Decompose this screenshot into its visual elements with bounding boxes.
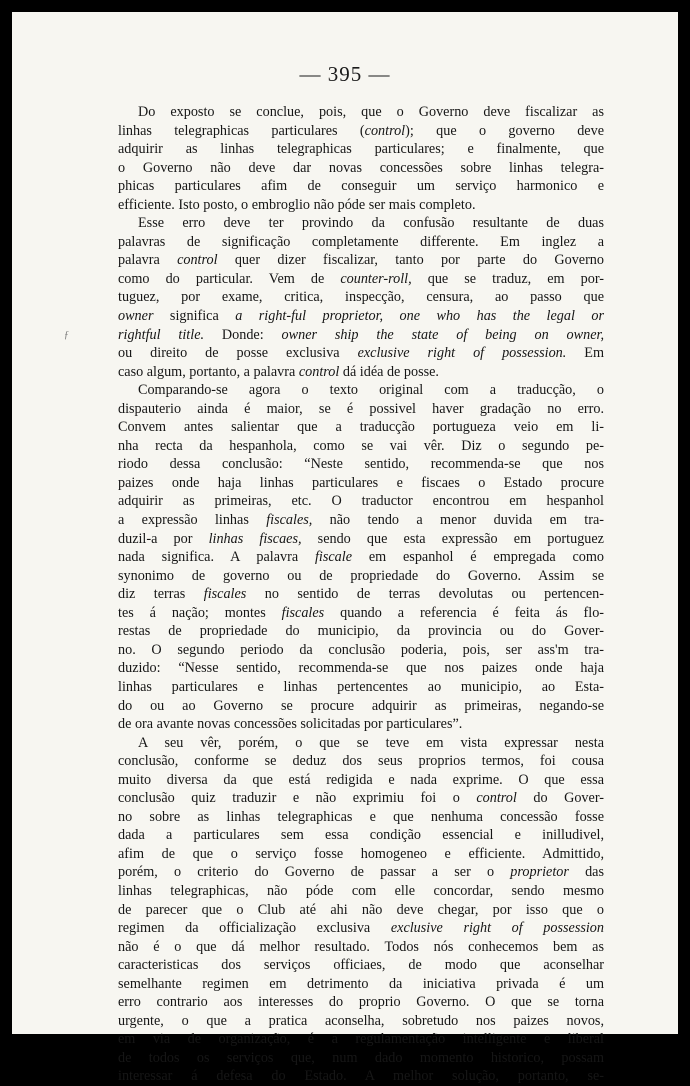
text-span: tuguez, por exame, critica, inspecção, censura, ao passo que [118, 289, 604, 306]
text-span: em espanhol é empregada como [352, 549, 604, 566]
text-span: no sobre as linhas telegraphicas e que nenhuma concessão fosse [118, 808, 604, 825]
italic-text: fiscales, [266, 512, 313, 529]
text-span: efficiente. Isto posto, o embroglio não póde ser mais completo. [118, 196, 476, 213]
text-line [118, 1030, 604, 1049]
text-span: de ora avante novas concessões solicitadas por particulares”. [118, 716, 463, 733]
text-line [118, 177, 604, 196]
text-line [118, 678, 604, 697]
text-line [118, 938, 604, 957]
text-span: restas de propriedade do municipio, da provincia ou do Gover- [118, 623, 604, 640]
text-span: Convem antes salientar que a traducção portugueza veio em li- [118, 419, 604, 436]
text-span: quer dizer fiscalizar, tanto por parte do Governo [217, 252, 604, 269]
text-line [118, 122, 604, 141]
text-line [118, 418, 604, 437]
text-span: Comparando-se agora o texto original com a traducção, o [138, 382, 604, 399]
text-span: A seu vêr, porém, o que se teve em vista expressar nesta [138, 734, 604, 751]
text-line [118, 604, 604, 623]
text-span: palavras de significação completamente differente. Em inglez a [118, 233, 604, 250]
text-span: linhas telegraphicas, não póde com elle concordar, sendo mesmo [118, 882, 604, 899]
text-line [118, 641, 604, 660]
text-span: de todos os serviços que, num dado momento historico, possam [118, 1049, 604, 1066]
text-line [118, 771, 604, 790]
text-line [118, 326, 604, 345]
italic-text: exclusive right of possession. [357, 345, 567, 362]
italic-text: fiscales [281, 604, 325, 621]
text-span: caso algum, portanto, a palavra [118, 363, 299, 380]
text-line [118, 1012, 604, 1031]
text-span: erro contrario aos interesses do proprio Governo. O que se torna [118, 994, 604, 1011]
margin-mark: ƒ [64, 330, 69, 341]
text-span: Em [566, 345, 604, 362]
text-line [118, 734, 604, 753]
text-line [118, 400, 604, 419]
text-span: significa [153, 308, 236, 325]
body-text [118, 103, 604, 1086]
text-line [118, 585, 604, 604]
text-span: no. O segundo periodo da conclusão poderia, pois, ser ass'm tra- [118, 641, 604, 658]
text-span: adquirir as linhas telegraphicas particulares; e finalmente, que [118, 141, 604, 158]
text-line [118, 455, 604, 474]
text-span: dispauterio ainda é maior, se é possivel haver gradação no erro. [118, 400, 604, 417]
text-span: quando a referencia é feita ás flo- [324, 604, 605, 621]
text-span: urgente, o que a pratica aconselha, sobretudo nos paizes novos, [118, 1012, 604, 1029]
text-line [118, 159, 604, 178]
italic-text: rightful title. [118, 326, 205, 343]
text-span: afim de que o serviço fosse homogeneo e efficiente. Admittido, [118, 845, 604, 862]
text-line [118, 381, 604, 400]
text-line [118, 530, 604, 549]
text-line [118, 752, 604, 771]
text-line [118, 307, 604, 326]
text-span: interessar á defesa do Estado. A melhor solução, portanto, se- [118, 1068, 604, 1085]
text-line [118, 863, 604, 882]
text-span: dada a particulares sem essa condição essencial e inilludivel, [118, 827, 604, 844]
text-line [118, 901, 604, 920]
text-line [118, 622, 604, 641]
text-span: que se traduz, em por- [411, 270, 605, 287]
text-span: duzido: “Nesse sentido, recommenda-se que nos paizes onde haja [118, 660, 604, 677]
text-line [118, 789, 604, 808]
text-span: nada significa. A palavra [118, 549, 315, 566]
text-line [118, 567, 604, 586]
text-span: muito diversa da que está redigida e nada exprime. O que essa [118, 771, 604, 788]
text-span: caracteristicas dos serviços officiaes, de modo que aconselhar [118, 957, 604, 974]
text-span: a expressão linhas [118, 512, 267, 529]
text-span: não tendo a menor duvida em tra- [312, 512, 604, 529]
text-line [118, 214, 604, 233]
text-span: regimen da officialização exclusiva [118, 920, 391, 937]
text-line [118, 919, 604, 938]
text-span: conclusão quiz traduzir e não exprimiu foi o [118, 790, 477, 807]
text-span: ); que o governo deve [405, 122, 604, 139]
italic-text: fiscales [203, 586, 247, 603]
text-line [118, 363, 604, 382]
text-line [118, 511, 604, 530]
text-span: no sentido de terras devolutas ou pertencen- [246, 586, 604, 603]
text-span: das [568, 864, 604, 881]
text-line [118, 993, 604, 1012]
text-span: o Governo não deve dar novas concessões sobre linhas telegra- [118, 159, 604, 176]
text-line [118, 845, 604, 864]
text-span: conclusão, conforme se deduz dos seus proprios termos, foi cousa [118, 753, 604, 770]
italic-text: owner ship the state of being on owner, [281, 326, 604, 343]
italic-text: control [298, 363, 340, 380]
text-span: Donde: [204, 326, 282, 343]
text-line [118, 882, 604, 901]
text-span: diz terras [118, 586, 204, 603]
text-span: adquirir as primeiras, etc. O traductor encontrou em hespanhol [118, 493, 604, 510]
text-line [118, 715, 604, 734]
italic-text: a right-ful proprietor, one who has the legal or [235, 308, 604, 325]
italic-text: counter-roll, [340, 270, 412, 287]
text-span: sendo que esta expressão em portuguez [301, 530, 604, 547]
text-line [118, 808, 604, 827]
text-span: dá idéa de posse. [339, 363, 439, 380]
italic-text: fiscale [314, 549, 352, 566]
text-line [118, 233, 604, 252]
text-line [118, 826, 604, 845]
text-line [118, 492, 604, 511]
text-line [118, 270, 604, 289]
text-line [118, 251, 604, 270]
text-span: em via de organização, é a regulamentação intelligente e liberal [118, 1031, 604, 1048]
text-line [118, 659, 604, 678]
text-span: de parecer que o Club até ahi não deve chegar, por isso que o [118, 901, 604, 918]
text-span: do Gover- [516, 790, 604, 807]
text-line [118, 1049, 604, 1068]
text-line [118, 1067, 604, 1086]
text-span: riodo dessa conclusão: “Neste sentido, recommenda-se que nos [118, 456, 604, 473]
text-span: porém, o criterio do Governo de passar a ser o [118, 864, 511, 881]
page-number: — 395 — [299, 62, 391, 86]
italic-text: proprietor [510, 864, 569, 881]
text-span: Esse erro deve ter provindo da confusão resultante de duas [138, 215, 604, 232]
italic-text: control [476, 790, 517, 807]
text-line [118, 956, 604, 975]
italic-text: exclusive right of possession [390, 920, 604, 937]
text-line [118, 140, 604, 159]
text-span: do ou ao Governo se procure adquirir as primeiras, negando-se [118, 697, 604, 714]
text-span: tes á nação; montes [118, 604, 282, 621]
italic-text: control [364, 122, 406, 139]
text-span: linhas telegraphicas particulares ( [118, 122, 365, 139]
italic-text: control [177, 252, 218, 269]
text-span: duzil-a por [118, 530, 209, 547]
text-span: synonimo de governo ou de propriedade do Governo. Assim se [118, 567, 604, 584]
text-line [118, 344, 604, 363]
text-span: não é o que dá melhor resultado. Todos nós conhecemos bem as [118, 938, 604, 955]
text-line [118, 975, 604, 994]
document-page [12, 12, 678, 1085]
italic-text: linhas fiscaes, [208, 530, 302, 547]
text-span: ou direito de posse exclusiva [118, 345, 358, 362]
text-span: semelhante regimen em detrimento da iniciativa privada é um [118, 975, 604, 992]
text-span: como do particular. Vem de [118, 270, 341, 287]
text-span: nha recta da hespanhola, como se vai vêr. Diz o segundo pe- [118, 437, 604, 454]
text-line [118, 548, 604, 567]
text-line [118, 196, 604, 215]
text-span: Do exposto se conclue, pois, que o Governo deve fiscalizar as [138, 104, 604, 120]
italic-text: owner [118, 308, 154, 325]
text-span: palavra [118, 252, 178, 269]
text-span: linhas particulares e linhas pertencentes ao municipio, ao Esta- [118, 678, 604, 695]
text-line [118, 474, 604, 493]
text-line [118, 697, 604, 716]
text-span: phicas particulares afim de conseguir um serviço harmonico e [118, 178, 604, 195]
text-line [118, 103, 604, 122]
text-line [118, 437, 604, 456]
text-line [118, 288, 604, 307]
text-span: paizes onde haja linhas particulares e fiscaes o Estado procure [118, 474, 604, 491]
